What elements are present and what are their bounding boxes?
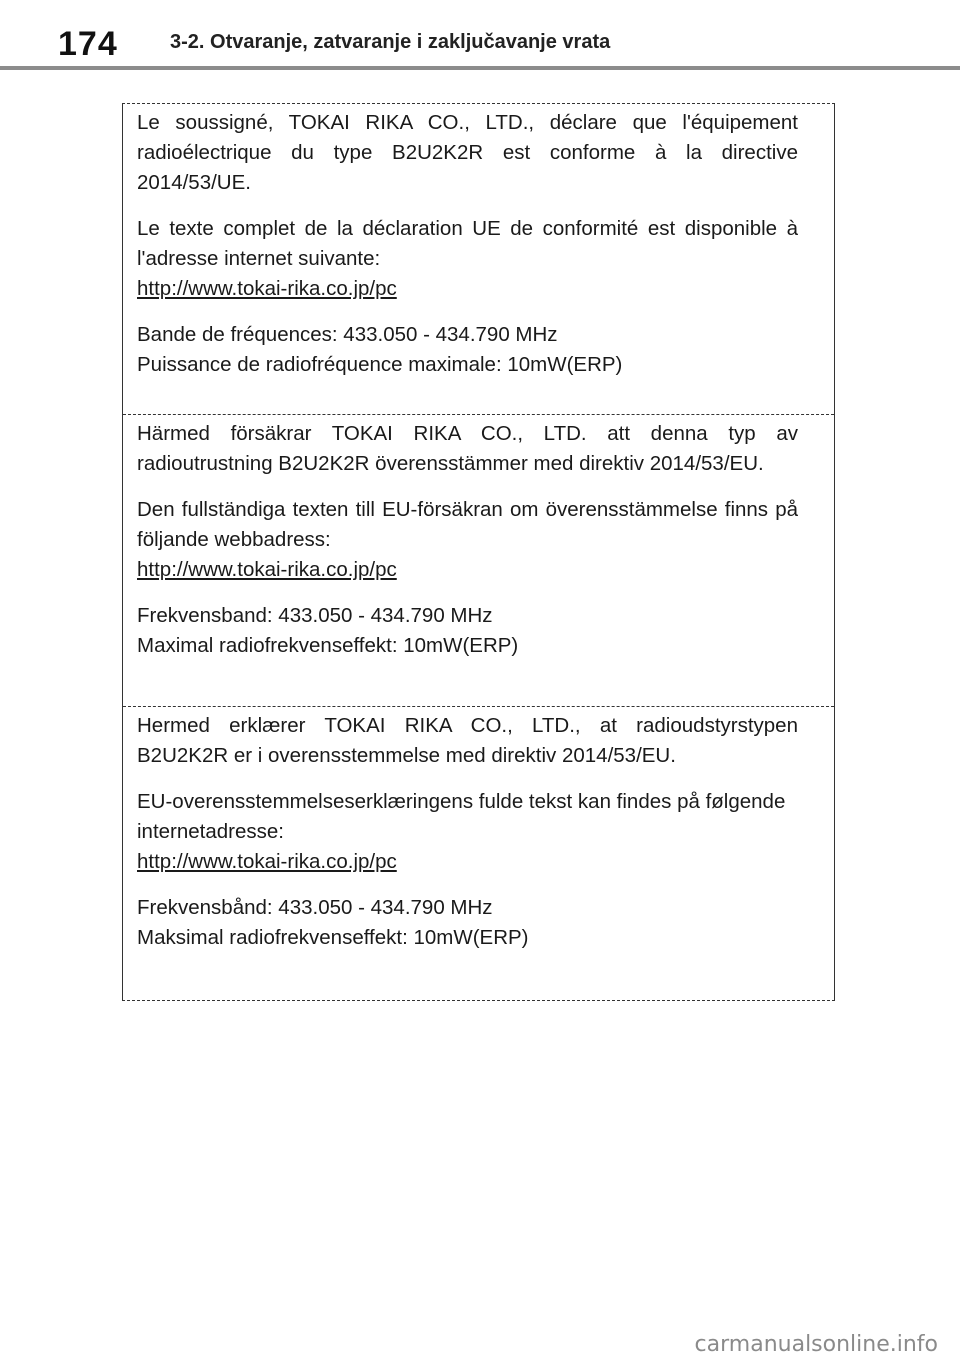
declaration-url-link[interactable]: http://www.tokai-rika.co.jp/pc <box>137 558 397 581</box>
declaration-url-link[interactable]: http://www.tokai-rika.co.jp/pc <box>137 277 397 300</box>
max-power-text: Maximal radiofrekvenseffekt: 10mW(ERP) <box>137 634 519 657</box>
max-power-text: Maksimal radiofrekvenseffekt: 10mW(ERP) <box>137 926 529 949</box>
frequency-band-text: Frekvensbånd: 433.050 - 434.790 MHz <box>137 896 493 919</box>
section-title: 3-2. Otvaranje, zatvaranje i zaključavanje vrata <box>170 31 611 53</box>
declaration-text: Härmed försäkrar TOKAI RIKA CO., LTD. att denna typ av radioutrustning B2U2K2R överensstämmer med direktiv 2014/53/EU. <box>137 422 798 475</box>
header-divider <box>0 66 960 70</box>
page-number: 174 <box>58 25 118 63</box>
declaration-text: Hermed erklærer TOKAI RIKA CO., LTD., at radioudstyrstypen B2U2K2R er i overensstemmelse med direktiv 2014/53/EU. <box>137 714 798 767</box>
frequency-band-text: Frekvensband: 433.050 - 434.790 MHz <box>137 604 493 627</box>
declaration-section-danish <box>123 707 834 1000</box>
max-power-text: Puissance de radiofréquence maximale: 10mW(ERP) <box>137 353 623 376</box>
availability-text: Le texte complet de la déclaration UE de conformité est disponible à l'adresse internet suivante: <box>137 217 798 270</box>
availability-text: Den fullständiga texten till EU-försäkran om överensstämmelse finns på följande webbadress: <box>137 498 798 551</box>
declaration-section-swedish <box>123 415 834 707</box>
availability-text: EU-overensstemmelseserklæringens fulde tekst kan findes på følgende internetadresse: <box>137 790 786 843</box>
frequency-band-text: Bande de fréquences: 433.050 - 434.790 MHz <box>137 323 558 346</box>
declaration-url-link[interactable]: http://www.tokai-rika.co.jp/pc <box>137 850 397 873</box>
watermark-text: carmanualsonline.info <box>694 1332 938 1357</box>
page-header <box>0 0 960 66</box>
declaration-section-french <box>123 104 834 415</box>
declaration-text: Le soussigné, TOKAI RIKA CO., LTD., déclare que l'équipement radioélectrique du type B2U2K2R est conforme à la directive 2014/53/UE. <box>137 111 798 194</box>
declaration-box <box>122 103 835 1001</box>
